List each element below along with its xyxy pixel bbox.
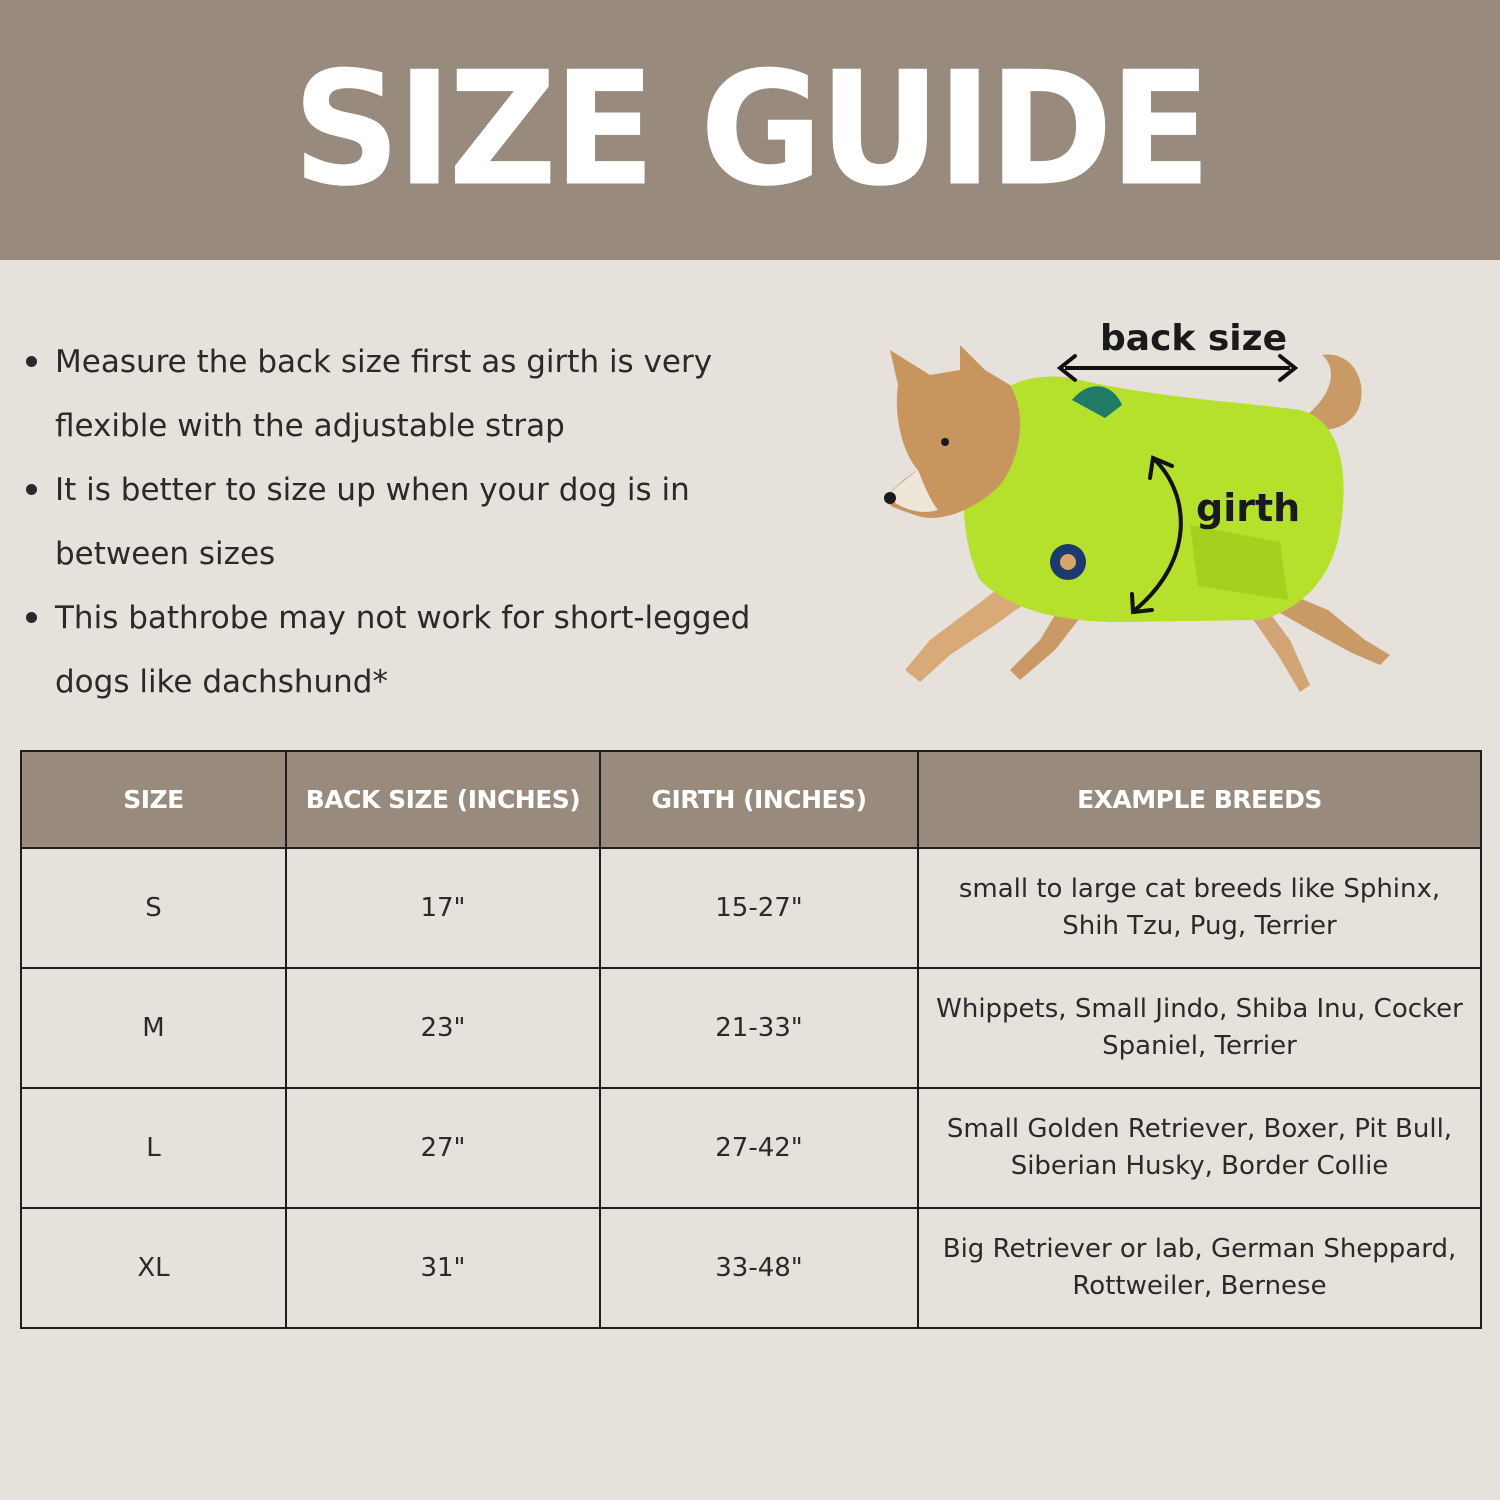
breeds-cell: small to large cat breeds like Sphinx, Shih Tzu, Pug, Terrier: [918, 848, 1481, 968]
table-row: [21, 848, 1481, 968]
header-size: SIZE: [21, 751, 286, 848]
header-girth: GIRTH (INCHES): [600, 751, 918, 848]
girth-cell: 21-33": [600, 968, 918, 1088]
size-cell: S: [21, 848, 286, 968]
girth-cell: 33-48": [600, 1208, 918, 1328]
girth-cell: 27-42": [600, 1088, 918, 1208]
back-cell: 31": [286, 1208, 600, 1328]
tip-item: It is better to size up when your dog is in between sizes: [22, 458, 762, 586]
breeds-cell: Small Golden Retriever, Boxer, Pit Bull, Siberian Husky, Border Collie: [918, 1088, 1481, 1208]
table-row: [21, 968, 1481, 1088]
girth-label: girth: [1196, 486, 1301, 530]
dog-measurement-figure: [860, 310, 1420, 730]
table-header-row: [21, 751, 1481, 848]
header-banner: [0, 0, 1500, 260]
header-example-breeds: EXAMPLE BREEDS: [918, 751, 1481, 848]
header-back-size: BACK SIZE (INCHES): [286, 751, 600, 848]
size-table: [20, 750, 1482, 1329]
breeds-cell: Whippets, Small Jindo, Shiba Inu, Cocker Spaniel, Terrier: [918, 968, 1481, 1088]
breeds-cell: Big Retriever or lab, German Sheppard, Rottweiler, Bernese: [918, 1208, 1481, 1328]
size-cell: M: [21, 968, 286, 1088]
back-cell: 17": [286, 848, 600, 968]
tips-list: [22, 330, 762, 714]
back-cell: 27": [286, 1088, 600, 1208]
table-row: [21, 1088, 1481, 1208]
page-title: SIZE GUIDE: [292, 38, 1208, 222]
back-size-label: back size: [1100, 318, 1288, 359]
size-cell: XL: [21, 1208, 286, 1328]
table-row: [21, 1208, 1481, 1328]
back-cell: 23": [286, 968, 600, 1088]
dog-in-bathrobe-illustration: [860, 310, 1420, 730]
tip-item: This bathrobe may not work for short-legged dogs like dachshund*: [22, 586, 762, 714]
girth-cell: 15-27": [600, 848, 918, 968]
size-cell: L: [21, 1088, 286, 1208]
tip-item: Measure the back size first as girth is very flexible with the adjustable strap: [22, 330, 762, 458]
